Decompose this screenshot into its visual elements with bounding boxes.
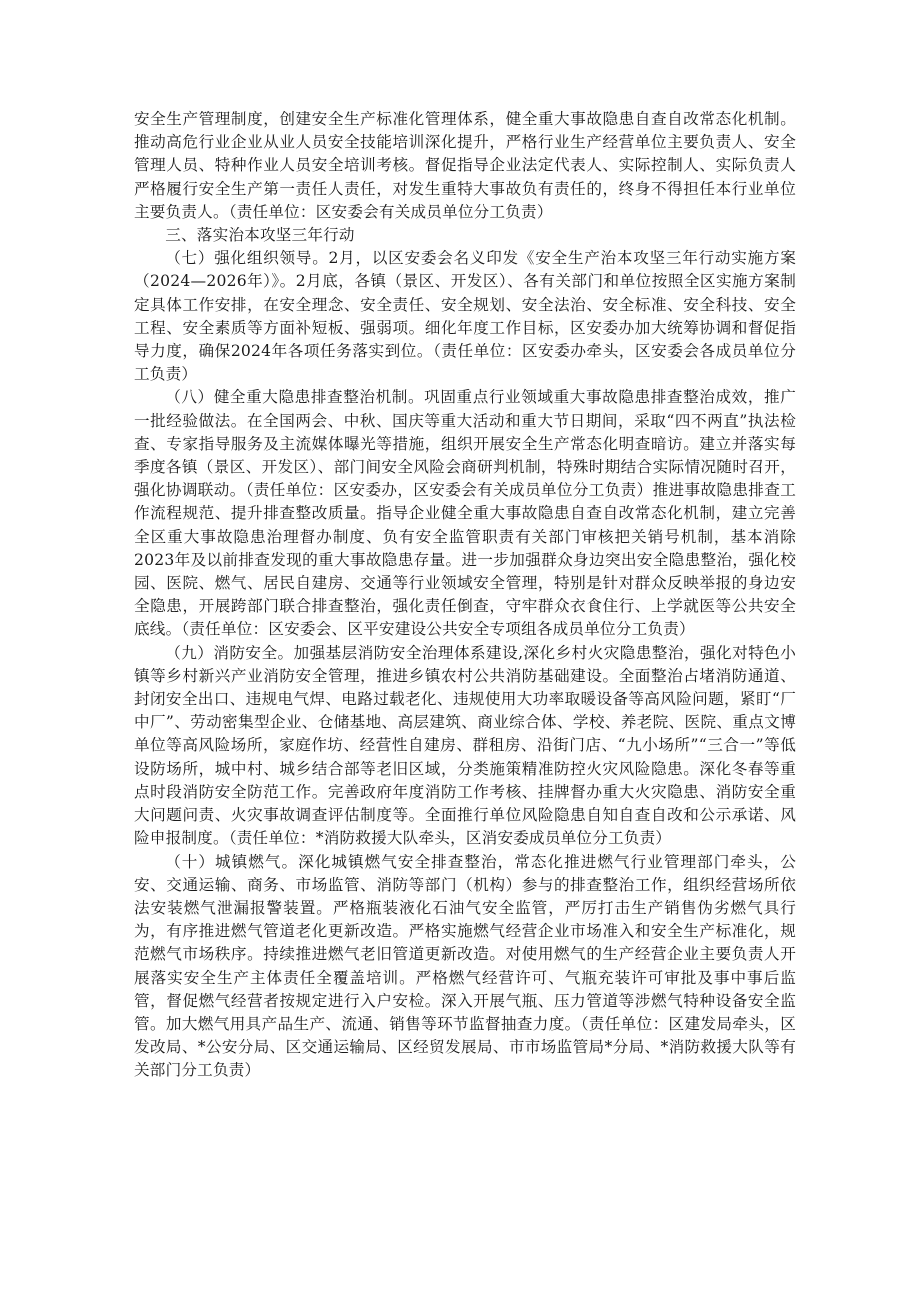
paragraph-item-7: （七）强化组织领导。2月，以区安委会名义印发《安全生产治本攻坚三年行动实施方案（2024—2026年）》。2月底，各镇（景区、开发区）、各有关部门和单位按照全区实施方案制定具体工作安排，在安全理念、安全责任、安全规划、安全法治、安全标准、安全科技、安全工程、安全素质等方面补短板、强弱项。细化年度工作目标，区安委办加大统筹协调和督促指导力度，确保2024年各项任务落实到位。（责任单位：区安委办牵头，区安委会各成员单位分工负责） bbox=[134, 249, 796, 384]
paragraph-continuation: 安全生产管理制度，创建安全生产标准化管理体系，健全重大事故隐患自查自改常态化机制。推动高危行业企业从业人员安全技能培训深化提升，严格行业生产经营单位主要负责人、安全管理人员、特种作业人员安全培训考核。督促指导企业法定代表人、实际控制人、实际负责人严格履行安全生产第一责任人责任，对发生重特大事故负有责任的，终身不得担任本行业单位主要负责人。（责任单位：区安委会有关成员单位分工负责） bbox=[134, 110, 796, 221]
paragraph-item-9: （九）消防安全。加强基层消防安全治理体系建设,深化乡村火灾隐患整治，强化对特色小镇等乡村新兴产业消防安全管理，推进乡镇农村公共消防基础建设。全面整治占堵消防通道、封闭安全出口、违规电气焊、电路过载老化、违规使用大功率取暖设备等高风险问题，紧盯“厂中厂”、劳动密集型企业、仓储基地、高层建筑、商业综合体、学校、养老院、医院、重点文博单位等高风险场所，家庭作坊、经营性自建房、群租房、沿街门店、“九小场所”“三合一”等低设防场所，城中村、城乡结合部等老旧区域，分类施策精准防控火灾风险隐患。深化冬春等重点时段消防安全防范工作。完善政府年度消防工作考核、挂牌督办重大火灾隐患、消防安全重大问题问责、火灾事故调查评估制度等。全面推行单位风险隐患自知自查自改和公示承诺、风险申报制度。（责任单位：*消防救援大队牵头，区消安委成员单位分工负责） bbox=[134, 643, 796, 848]
section-heading-three: 三、落实治本攻坚三年行动 bbox=[165, 226, 355, 245]
document-page bbox=[134, 108, 796, 1083]
paragraph-item-10: （十）城镇燃气。深化城镇燃气安全排查整治，常态化推进燃气行业管理部门牵头，公安、交通运输、商务、市场监管、消防等部门（机构）参与的排查整治工作，组织经营场所依法安装燃气泄漏报警装置。严格瓶装液化石油气安全监管，严厉打击生产销售伪劣燃气具行为，有序推进燃气管道老化更新改造。严格实施燃气经营企业市场准入和安全生产标准化，规范燃气市场秩序。持续推进燃气老旧管道更新改造。对使用燃气的生产经营企业主要负责人开展落实安全生产主体责任全覆盖培训。严格燃气经营许可、气瓶充装许可审批及事中事后监管，督促燃气经营者按规定进行入户安检。深入开展气瓶、压力管道等涉燃气特种设备安全监管。加大燃气用具产品生产、流通、销售等环节监督抽查力度。（责任单位：区建发局牵头，区发改局、*公安分局、区交通运输局、区经贸发展局、市市场监管局*分局、*消防救援大队等有关部门分工负责） bbox=[134, 852, 796, 1080]
paragraph-item-8: （八）健全重大隐患排查整治机制。巩固重点行业领域重大事故隐患排查整治成效，推广一批经验做法。在全国两会、中秋、国庆等重大活动和重大节日期间，采取“四不两直”执法检查、专家指导服务及主流媒体曝光等措施，组织开展安全生产常态化明查暗访。建立并落实每季度各镇（景区、开发区）、部门间安全风险会商研判机制，特殊时期结合实际情况随时召开，强化协调联动。（责任单位：区安委办，区安委会有关成员单位分工负责）推进事故隐患排查工作流程规范、提升排查整改质量。指导企业健全重大事故隐患自查自改常态化机制，建立完善全区重大事故隐患治理督办制度、负有安全监管职责有关部门审核把关销号机制，基本消除2023年及以前排查发现的重大事故隐患存量。进一步加强群众身边突出安全隐患整治，强化校园、医院、燃气、居民自建房、交通等行业领域安全管理，特别是针对群众反映举报的身边安全隐患，开展跨部门联合排查整治，强化责任倒查，守牢群众衣食住行、上学就医等公共安全底线。（责任单位：区安委会、区平安建设公共安全专项组各成员单位分工负责） bbox=[134, 388, 796, 639]
